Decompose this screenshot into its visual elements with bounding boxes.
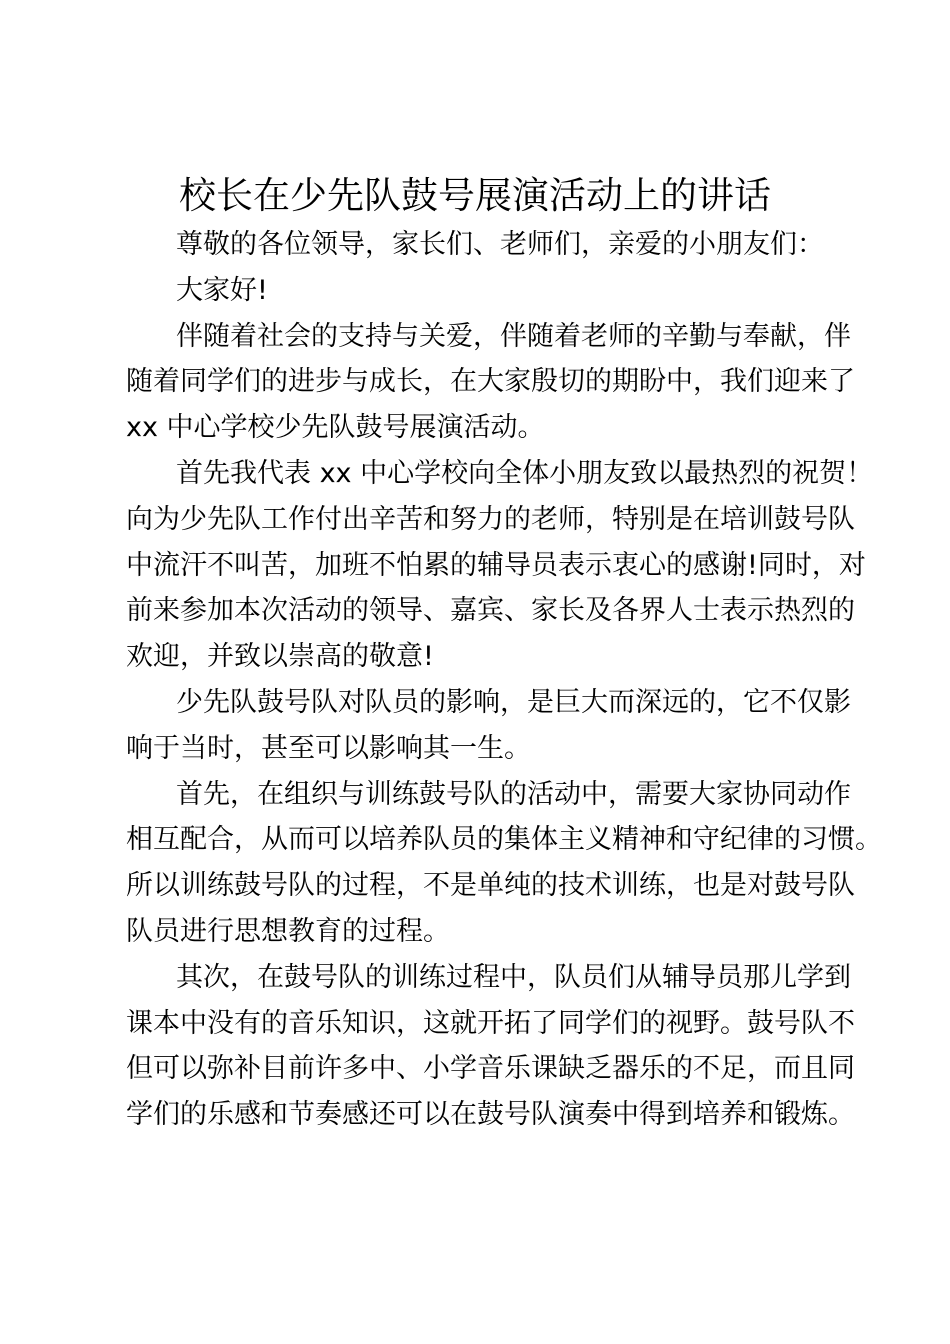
text-line: 向为少先队工作付出辛苦和努力的老师，特别是在培训鼓号队 bbox=[126, 503, 855, 535]
text-line: 欢迎，并致以崇高的敬意! bbox=[126, 641, 434, 673]
paragraph-thanks bbox=[126, 451, 874, 680]
paragraph-intro bbox=[126, 314, 855, 451]
text-line: 中流汗不叫苦，加班不怕累的辅导员表示衷心的感谢!同时，对 bbox=[126, 549, 866, 581]
text-line: 首先，在组织与训练鼓号队的活动中，需要大家协同动作 bbox=[176, 778, 851, 810]
text-line: 其次，在鼓号队的训练过程中，队员们从辅导员那儿学到 bbox=[176, 961, 851, 993]
text-line: xx 中心学校少先队鼓号展演活动。 bbox=[126, 412, 545, 444]
paragraph-second-point bbox=[126, 955, 855, 1138]
text-line: 响于当时，甚至可以影响其一生。 bbox=[126, 732, 531, 764]
text-line: 尊敬的各位领导，家长们、老师们，亲爱的小朋友们： bbox=[176, 229, 824, 260]
paragraph-influence bbox=[126, 680, 851, 772]
text-line: 随着同学们的进步与成长，在大家殷切的期盼中，我们迎来了 bbox=[126, 366, 855, 398]
text-line: 队员进行思想教育的过程。 bbox=[126, 915, 450, 947]
text-line: 相互配合，从而可以培养队员的集体主义精神和守纪律的习惯。 bbox=[126, 824, 882, 856]
document-body bbox=[126, 222, 882, 1138]
document-title: 校长在少先队鼓号展演活动上的讲话 bbox=[179, 174, 771, 217]
text-line: 大家好! bbox=[176, 274, 268, 306]
text-line: 少先队鼓号队对队员的影响，是巨大而深远的，它不仅影 bbox=[176, 686, 851, 718]
text-line: 首先我代表 xx 中心学校向全体小朋友致以最热烈的祝贺！ bbox=[176, 457, 874, 489]
paragraph-first-point bbox=[126, 772, 882, 955]
paragraph-greeting bbox=[126, 268, 841, 314]
text-line: 学们的乐感和节奏感还可以在鼓号队演奏中得到培养和锻炼。 bbox=[126, 1099, 855, 1131]
text-line: 但可以弥补目前许多中、小学音乐课缺乏器乐的不足，而且同 bbox=[126, 1053, 855, 1085]
text-line: 前来参加本次活动的领导、嘉宾、家长及各界人士表示热烈的 bbox=[126, 595, 855, 627]
text-line: 课本中没有的音乐知识，这就开拓了同学们的视野。鼓号队不 bbox=[126, 1007, 855, 1039]
paragraph-salutation bbox=[126, 222, 841, 268]
text-line: 所以训练鼓号队的过程，不是单纯的技术训练，也是对鼓号队 bbox=[126, 870, 855, 902]
text-line: 伴随着社会的支持与关爱，伴随着老师的辛勤与奉献，伴 bbox=[176, 320, 851, 352]
